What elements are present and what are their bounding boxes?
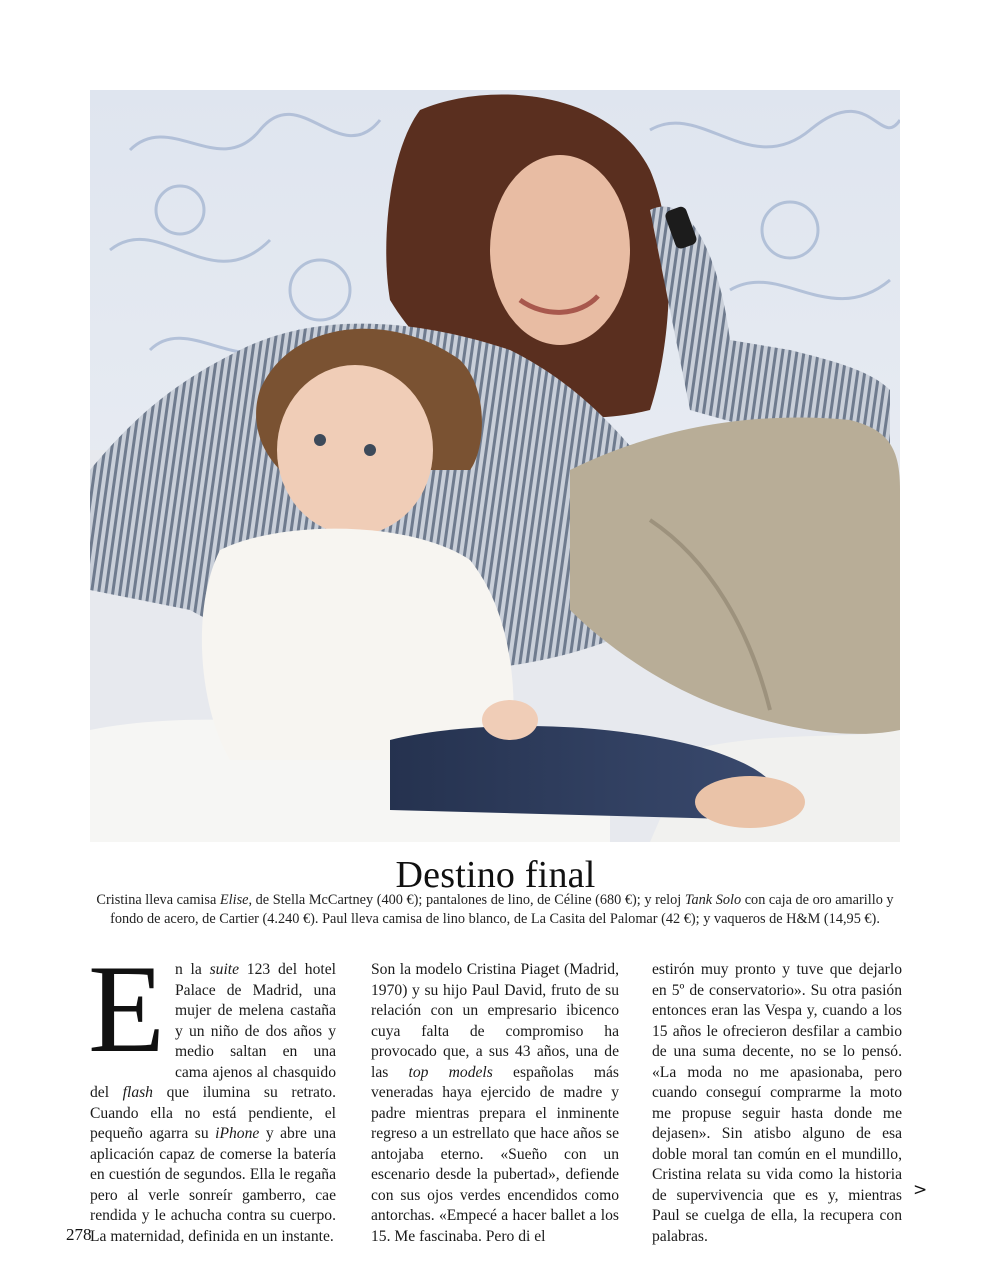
article-photo [90,90,900,842]
photo-caption: Cristina lleva camisa Elise, de Stella McCartney (400 €); pantalones de lino, de Céline (680 €); y reloj Tank Solo con caja de oro amarillo y fondo de acero, de Cartier (4.240 €). Paul lleva camisa de lino blanco, de La Casita del Palomar (42 €); y vaqueros de H&M (14,95 €). [96,892,894,927]
drop-cap: E [88,940,165,1079]
article-column-3: estirón muy pronto y tuve que dejarlo en 5º de conservatorio». Su otra pasión entonces eran las Vespa y, cuando a los 15 años le ofrecieron desfilar a cambio de una suma decente, no se lo pensó. «La moda no me apasionaba, pero cuando conseguí comprarme la moto me propuse seguir hasta donde me dejasen». Sin atisbo alguno de esa doble moral tan común en el mundillo, Cristina relata su vida como la historia de supervivencia que es y, mientras Paul se cuelga de ella, la recupera con palabras. [652,961,902,1245]
article-column-2: Son la modelo Cristina Piaget (Madrid, 1970) y su hijo Paul David, fruto de su relación con un empresario ibicenco cuya falta de compromiso ha provocado que, a sus 43 años, una de las top models españolas más veneradas haya ejercido de madre y padre mientras prepara el inminente regreso a un estrellato que hace años se antojaba eterno. «Sueño con un escenario desde la pubertad», defiende con sus ojos verdes encendidos como antorchas. «Empecé a hacer ballet a los 15. Me fascinaba. Pero di el [371,961,619,1245]
continue-arrow-icon: > [913,1180,928,1200]
article-title: Destino final [395,854,596,896]
photo-illustration [90,90,900,842]
page-number: 278 [66,1225,92,1244]
article-column-1: En la suite 123 del hotel Palace de Madrid, una mujer de melena castaña y un niño de dos años y medio saltan en una cama ajenos al chasquido del flash que ilumina su retrato. Cuando ella no está pendiente, el pequeño agarra su iPhone y abre una aplicación capaz de comerse la batería en cuestión de segundos. Ella le regaña pero al verle sonreír gamberro, cae rendida y le achucha contra su cuerpo. La maternidad, definida en un instante. [88,940,336,1245]
